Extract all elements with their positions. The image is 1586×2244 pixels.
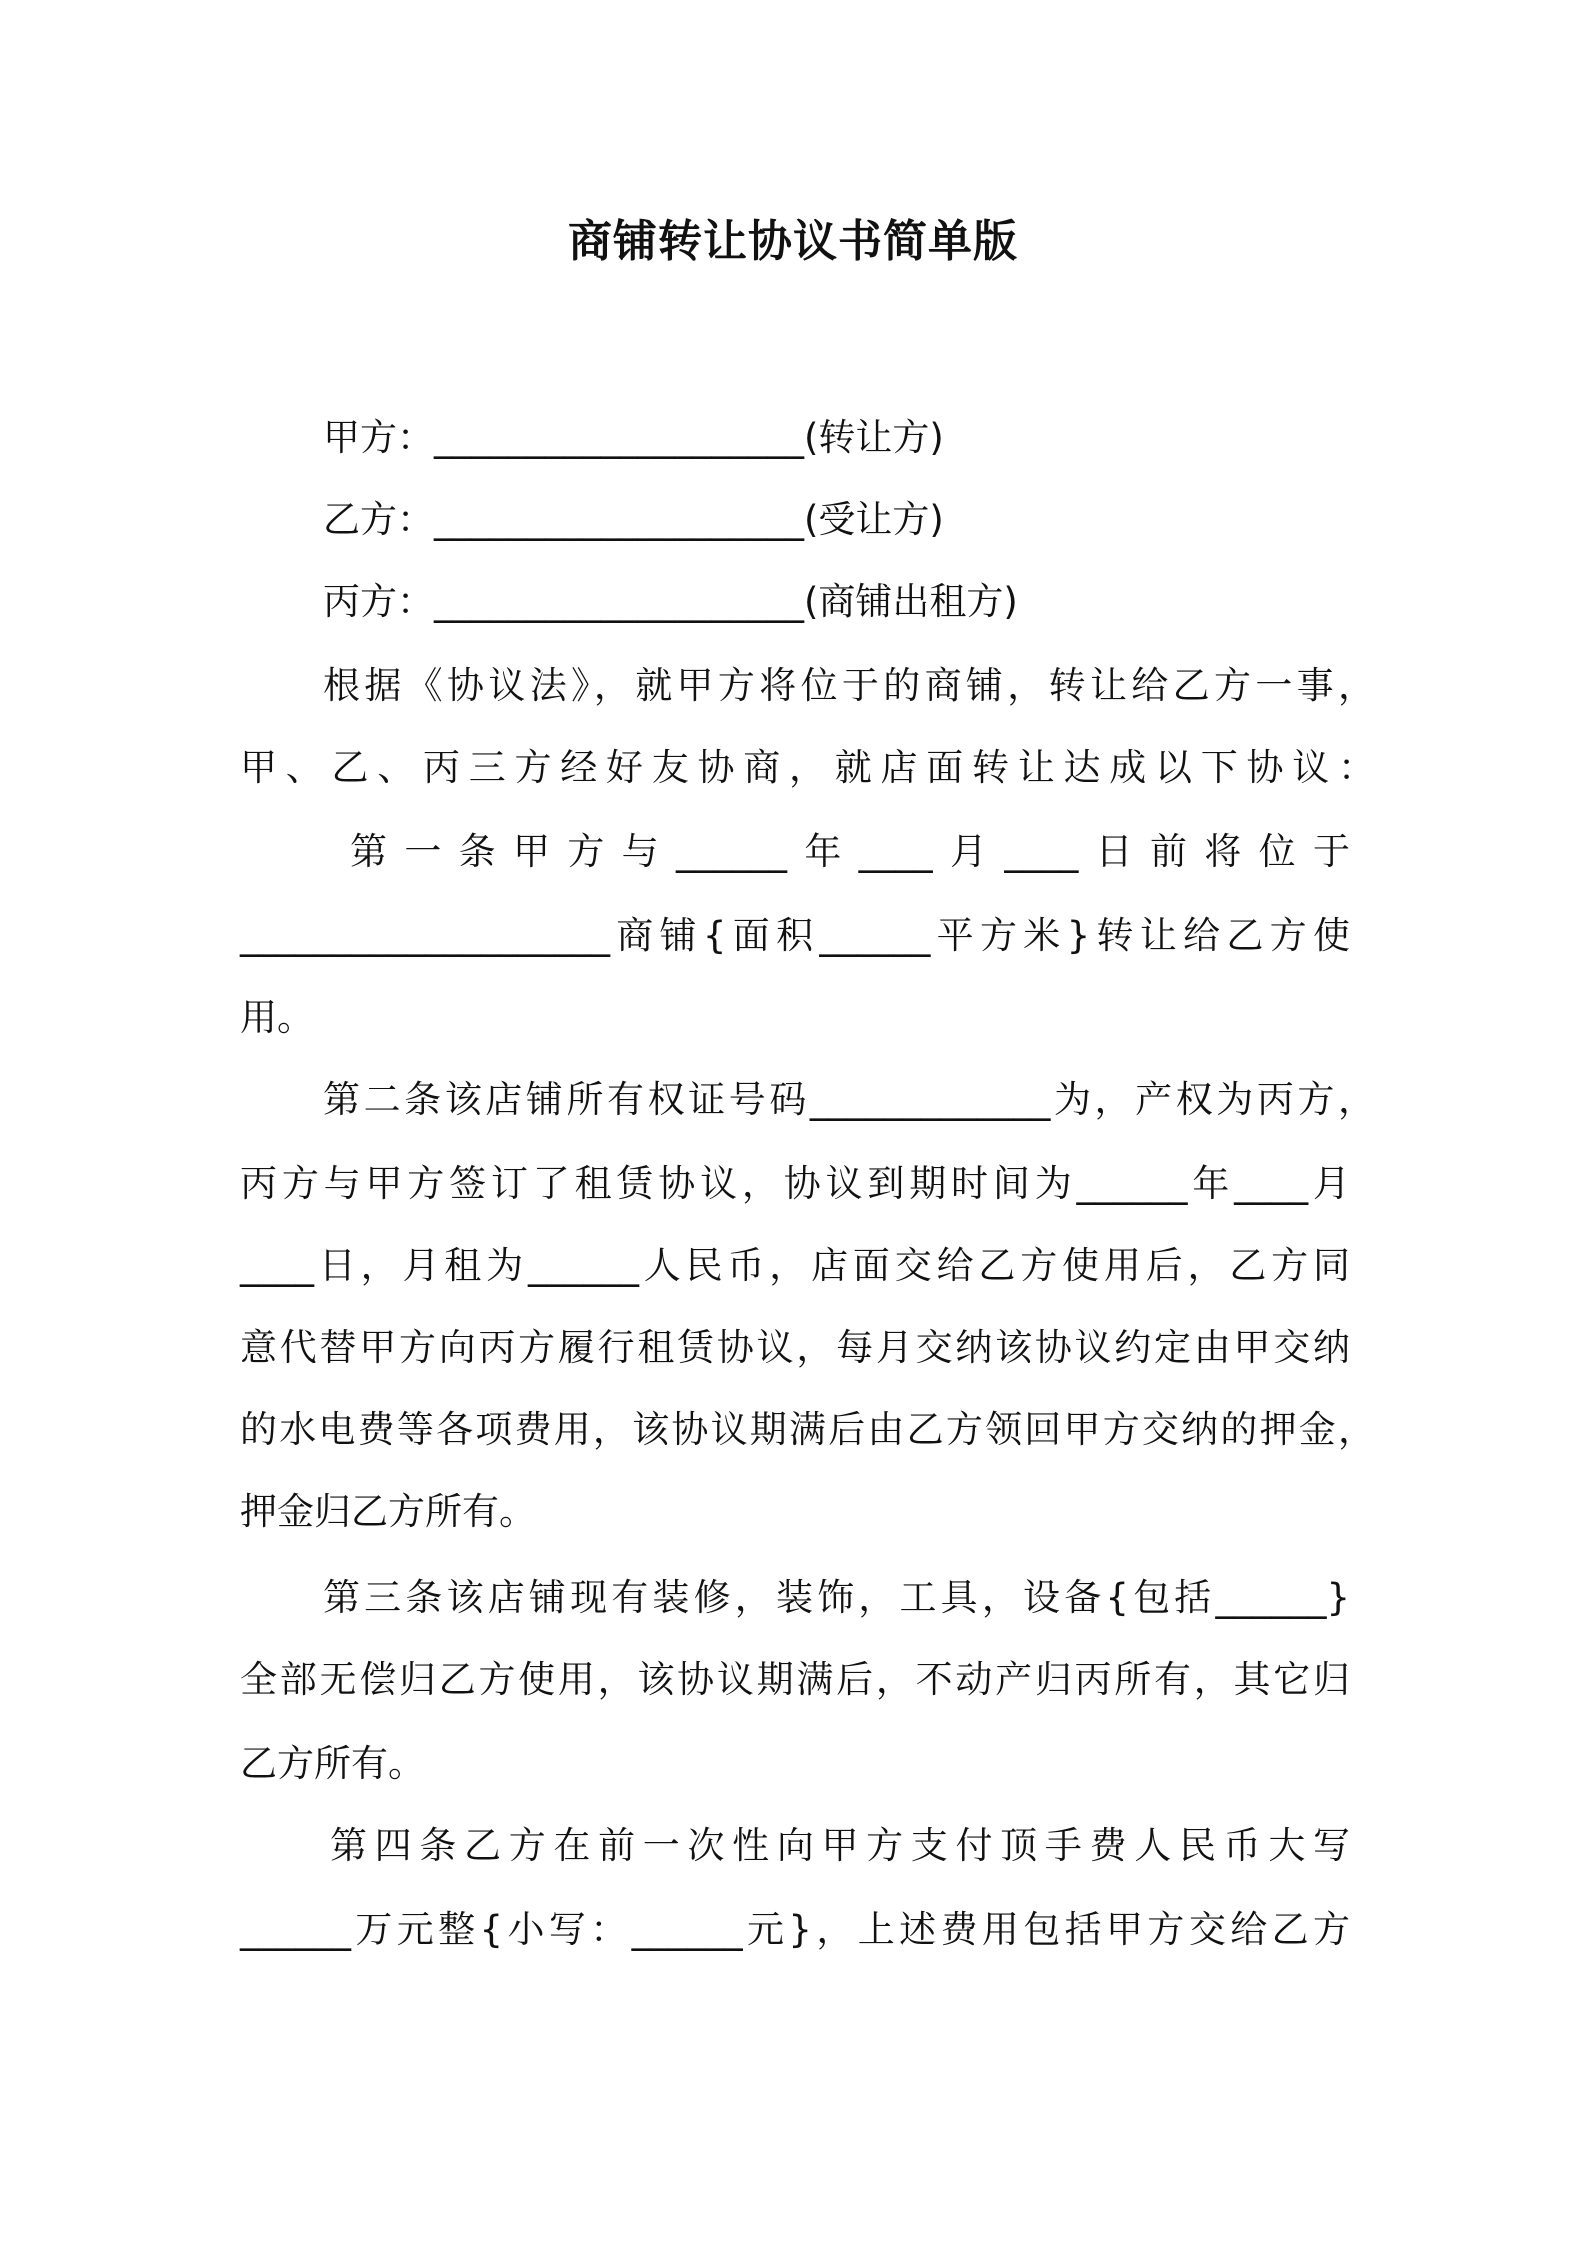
article-4-line-2: ______万元整{小写：______元}，上述费用包括甲方交给乙方 xyxy=(240,1908,1350,1951)
article-2-line-6: 押金归乙方所有。 xyxy=(240,1490,536,1533)
party-a-line: 甲方：____________________(转让方) xyxy=(323,416,944,459)
document-title: 商铺转让协议书简单版 xyxy=(568,216,1018,267)
article-1-line-1: 第一条甲方与______年____月____日前将位于 xyxy=(350,830,1350,873)
article-3-line-1: 第三条该店铺现有装修，装饰，工具，设备{包括______} xyxy=(323,1576,1350,1619)
article-2-line-5: 的水电费等各项费用，该协议期满后由乙方领回甲方交纳的押金， xyxy=(240,1408,1375,1451)
preamble-line-1: 根据《协议法》，就甲方将位于的商铺，转让给乙方一事， xyxy=(323,664,1375,707)
preamble-line-2: 甲、乙、丙三方经好友协商，就店面转让达成以下协议： xyxy=(240,746,1375,789)
article-1-line-2: ____________________商铺{面积______平方米}转让给乙方使 xyxy=(240,914,1350,957)
article-3-line-2: 全部无偿归乙方使用，该协议期满后，不动产归丙所有，其它归 xyxy=(240,1658,1350,1701)
article-2-line-3: ____日，月租为______人民币，店面交给乙方使用后，乙方同 xyxy=(240,1244,1350,1287)
article-4-line-1: 第四条乙方在前一次性向甲方支付顶手费人民币大写 xyxy=(330,1824,1350,1867)
article-3-line-3: 乙方所有。 xyxy=(240,1742,425,1785)
article-2-line-4: 意代替甲方向丙方履行租赁协议，每月交纳该协议约定由甲交纳 xyxy=(240,1326,1350,1369)
party-c-line: 丙方：____________________(商铺出租方) xyxy=(323,580,1018,623)
article-1-line-3: 用。 xyxy=(240,996,314,1039)
article-2-line-1: 第二条该店铺所有权证号码_____________为，产权为丙方， xyxy=(323,1078,1375,1121)
party-b-line: 乙方：____________________(受让方) xyxy=(323,498,944,541)
article-2-line-2: 丙方与甲方签订了租赁协议，协议到期时间为______年____月 xyxy=(240,1162,1350,1205)
